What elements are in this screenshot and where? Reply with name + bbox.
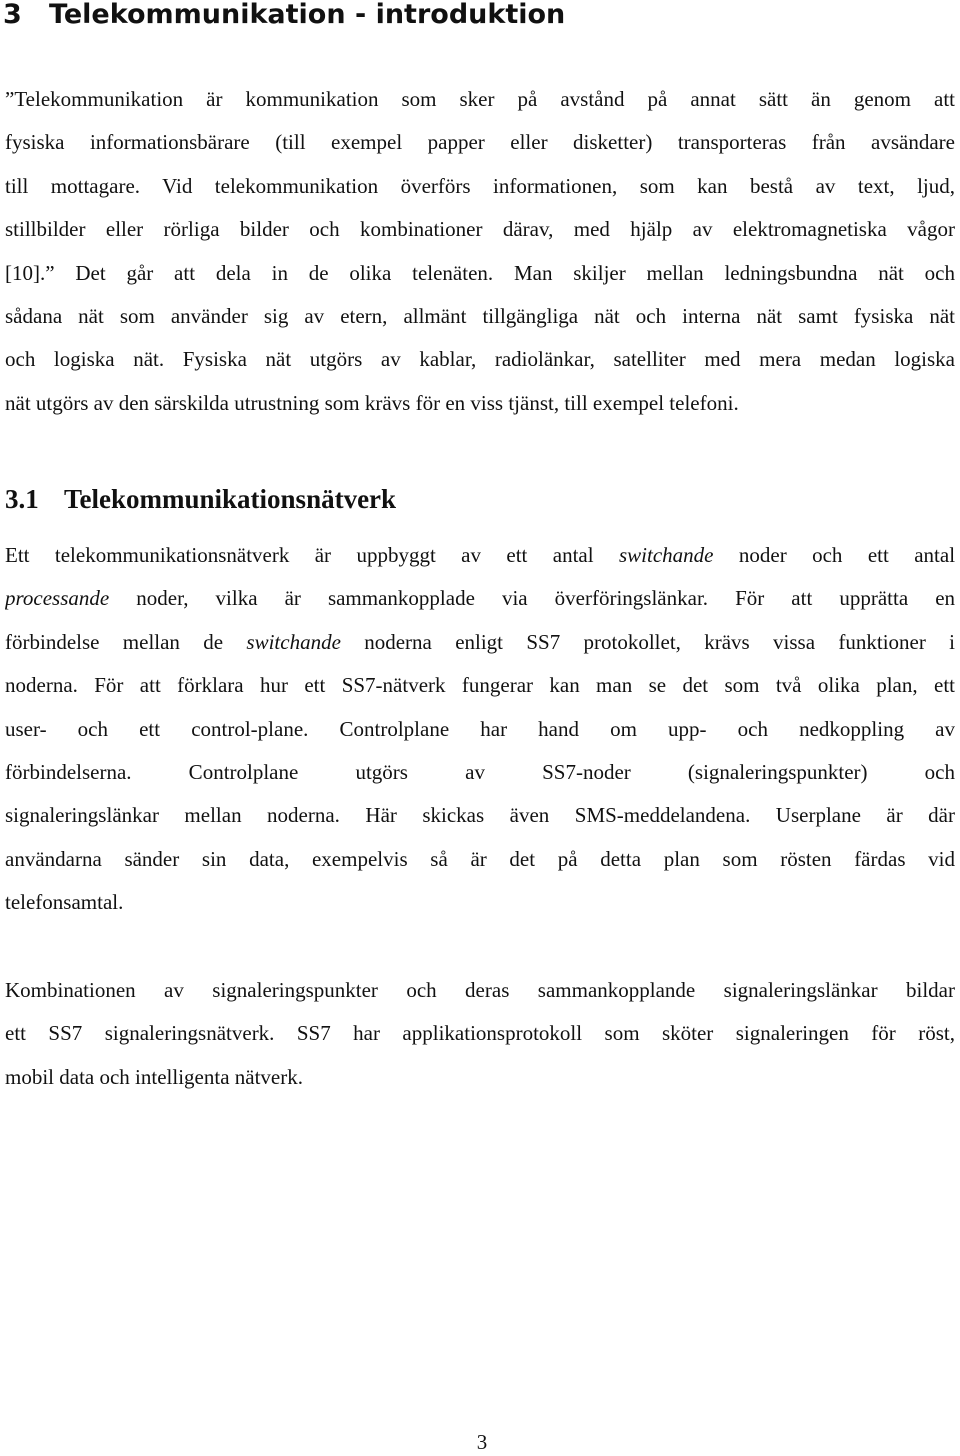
network-paragraph <box>5 539 955 930</box>
text-run: noder, vilka är sammankopplade via överföringslänkar. För att upprätta en <box>136 586 955 611</box>
paragraph-line: nät utgörs av den särskilda utrustning som krävs för en viss tjänst, till exempel telefoni. <box>5 390 739 415</box>
paragraph-line: signaleringslänkar mellan noderna. Här skickas även SMS-meddelandena. Userplane är där <box>5 803 955 828</box>
paragraph-line: ett SS7 signaleringsnätverk. SS7 har applikationsprotokoll som sköter signaleringen för röst, <box>5 1021 955 1046</box>
text-run: noder och ett antal <box>738 543 955 567</box>
chapter-title: Telekommunikation - introduktion <box>49 0 566 30</box>
chapter-heading <box>3 0 565 32</box>
paragraph-line <box>5 582 955 625</box>
paragraph-line: och logiska nät. Fysiska nät utgörs av kablar, radiolänkar, satelliter med mera medan logiska <box>5 347 955 372</box>
italic-term: switchande <box>619 543 714 567</box>
text-run: noderna enligt SS7 protokollet, krävs vissa funktioner i <box>364 629 955 654</box>
intro-paragraph <box>5 83 955 430</box>
paragraph-line: användarna sänder sin data, exempelvis så är det på detta plan som rösten färdas vid <box>5 846 955 871</box>
paragraph-line: sådana nät som använder sig av etern, allmänt tillgängliga nät och interna nät samt fysiska nät <box>5 303 955 328</box>
paragraph-line: noderna. För att förklara hur ett SS7-nätverk fungerar kan man se det som två olika plan, ett <box>5 673 955 698</box>
italic-term: processande <box>5 586 110 611</box>
paragraph-line: stillbilder eller rörliga bilder och kombinationer därav, med hjälp av elektromagnetiska vågor <box>5 217 955 242</box>
paragraph-line: telefonsamtal. <box>5 890 124 915</box>
section-number: 3.1 <box>5 484 39 514</box>
paragraph-line: user- och ett control-plane. Controlplane har hand om upp- och nedkoppling av <box>5 716 955 741</box>
page-number: 3 <box>476 1430 488 1454</box>
section-heading <box>5 482 396 516</box>
text-run: Ett telekommunikationsnätverk är uppbyggt av ett antal <box>5 543 594 567</box>
paragraph-line: mobil data och intelligenta nätverk. <box>5 1064 303 1089</box>
chapter-number: 3 <box>3 0 22 30</box>
italic-term: switchande <box>246 629 341 654</box>
paragraph-line: fysiska informationsbärare (till exempel papper eller disketter) transporteras från avsändare <box>5 130 955 155</box>
text-run: förbindelse mellan de <box>5 629 224 654</box>
paragraph-line: [10].” Det går att dela in de olika telenäten. Man skiljer mellan ledningsbundna nät och <box>5 260 955 285</box>
paragraph-line: ”Telekommunikation är kommunikation som sker på avstånd på annat sätt än genom att <box>5 87 955 111</box>
paragraph-line: till mottagare. Vid telekommunikation överförs informationen, som kan bestå av text, ljud, <box>5 173 955 198</box>
paragraph-line <box>5 626 955 669</box>
paragraph-line: Kombinationen av signaleringspunkter och deras sammankopplande signaleringslänkar bildar <box>5 978 955 1002</box>
paragraph-line: förbindelserna. Controlplane utgörs av SS7-noder (signaleringspunkter) och <box>5 759 955 784</box>
section-title: Telekommunikationsnätverk <box>64 484 397 514</box>
paragraph-line <box>5 539 955 582</box>
signaling-paragraph <box>5 974 955 1104</box>
